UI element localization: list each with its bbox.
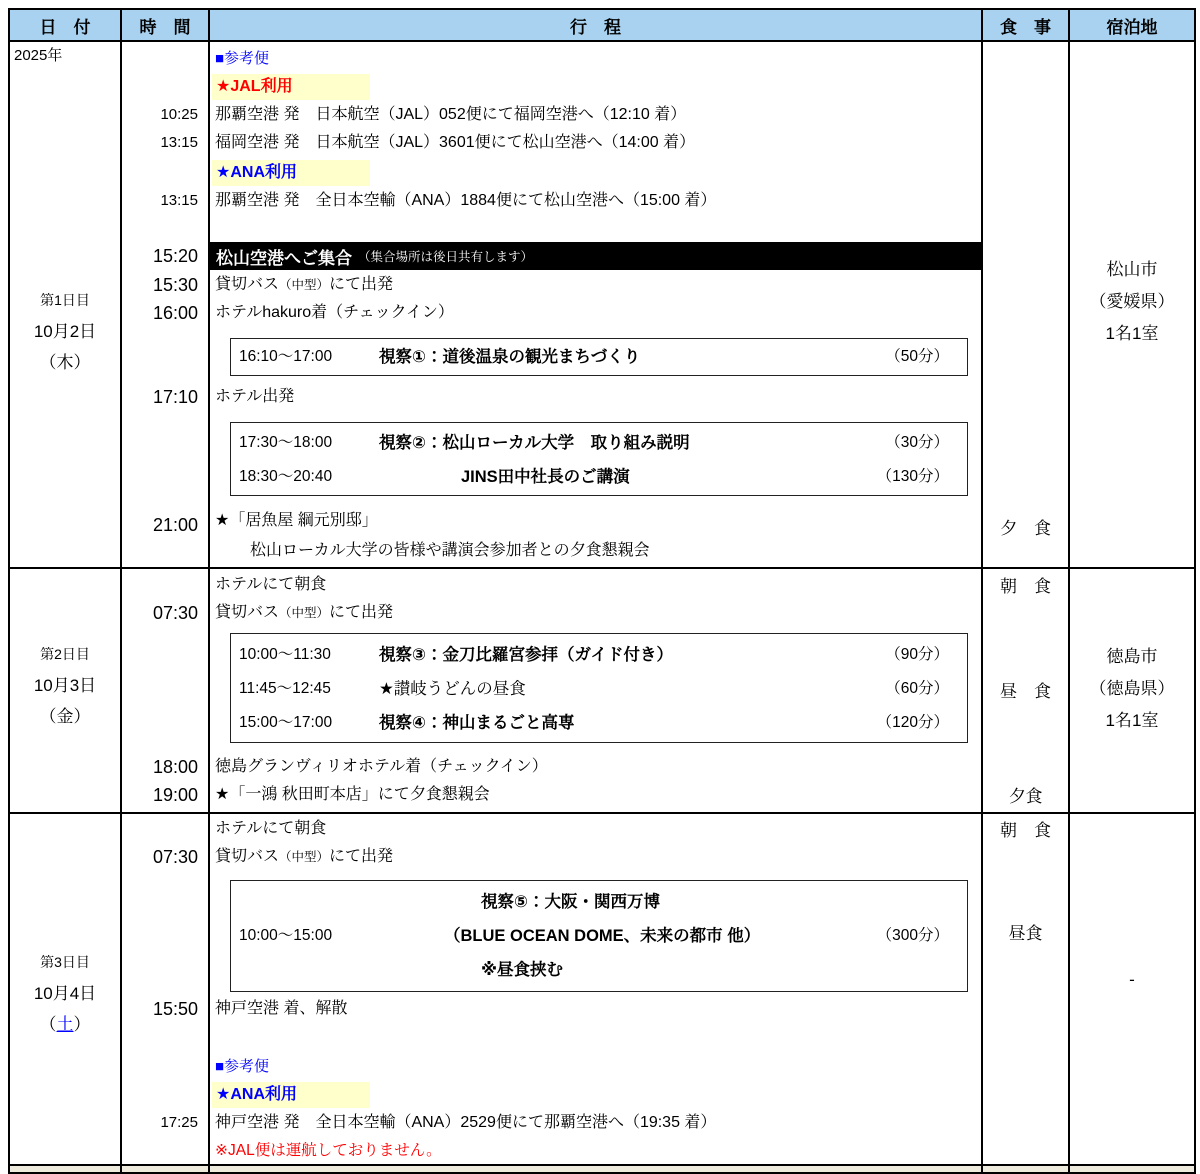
day2-date-cell <box>10 569 122 812</box>
day2-itinerary-cell <box>210 569 983 812</box>
day2-hotel-checkin-line: 徳島グランヴィリオホテル着（チェックイン） <box>215 758 548 775</box>
visit3-duration: （90分） <box>885 646 949 663</box>
meeting-banner-note: （集合場所は後日共有します） <box>358 250 534 264</box>
udon-lunch-title: ★讃岐うどんの昼食 <box>379 680 526 698</box>
day2-breakfast-line: ホテルにて朝食 <box>215 576 327 593</box>
day2-row <box>10 567 1194 812</box>
visit2-box <box>230 422 968 496</box>
day3-bus-line <box>215 844 393 870</box>
time-1800: 18:00 <box>152 757 198 777</box>
udon-lunch-time: 11:45～12:45 <box>239 680 331 697</box>
day3-lodging-cell <box>1070 814 1194 1164</box>
visit1-title: 視察①：道後温泉の観光まちづくり <box>379 348 641 366</box>
year-label: 2025年 <box>14 47 63 64</box>
visit4-duration: （120分） <box>876 714 949 731</box>
time-1725: 17:25 <box>160 1114 198 1131</box>
time-1315-ana: 13:15 <box>160 192 198 209</box>
lecture-title: JINS田中社長のご講演 <box>461 468 630 486</box>
bus-text: 貸切バス <box>215 848 280 865</box>
flight-ana-return: 神戸空港 発 全日本空輸（ANA）2529便にて那覇空港へ（19:35 着） <box>215 1114 717 1131</box>
bus-size-note: （中型） <box>279 850 330 864</box>
day1-date-label <box>10 285 120 378</box>
day2-weekday: （金） <box>39 707 91 726</box>
day1-date-text: 10月2日 <box>33 322 97 341</box>
day3-date-text: 10月4日 <box>33 984 97 1003</box>
visit1-duration: （50分） <box>885 348 949 365</box>
weekday-paren-close: ） <box>73 1015 91 1034</box>
day1-day-number: 第1日目 <box>40 292 90 308</box>
day3-weekday <box>10 1009 120 1040</box>
day1-row <box>10 40 1194 567</box>
udon-lunch-duration: （60分） <box>885 680 949 697</box>
visit2-time: 17:30～18:00 <box>239 434 333 451</box>
visit5-time: 10:00～15:00 <box>239 927 333 944</box>
day3-itinerary-cell <box>210 814 983 1164</box>
day2-lunch-label: 昼 食 <box>1000 682 1051 701</box>
bus-text: 貸切バス <box>215 604 280 621</box>
day3-breakfast-line: ホテルにて朝食 <box>215 820 327 837</box>
expo-visit-box <box>230 880 968 992</box>
visit1-time: 16:10～17:00 <box>239 348 333 365</box>
day1-time-cell <box>122 42 210 567</box>
flight-ana1: 那覇空港 発 全日本空輸（ANA）1884便にて松山空港へ（15:00 着） <box>215 192 717 209</box>
visit1-box <box>230 338 968 376</box>
day2-bus-line <box>215 600 393 626</box>
visit3-title: 視察③：金刀比羅宮参拝（ガイド付き） <box>379 646 673 664</box>
day2-lodging-pref: （徳島県） <box>1089 679 1175 698</box>
time-0730-d3: 07:30 <box>152 847 198 867</box>
ana-option-tag: ★ANA利用 <box>212 160 370 186</box>
hotel-checkin-line: ホテルhakuro着（チェックイン） <box>215 304 454 321</box>
weekday-saturday: 土 <box>56 1015 74 1034</box>
reference-flights-label-d3: ■参考便 <box>215 1058 270 1075</box>
day2-lodging-cell <box>1070 569 1194 812</box>
header-itinerary: 行 程 <box>210 10 983 40</box>
ana-option-tag-d3: ★ANA利用 <box>212 1082 370 1108</box>
day1-lodging-label <box>1070 254 1194 350</box>
day2-date-label <box>10 639 120 732</box>
header-date: 日 付 <box>10 10 122 40</box>
day1-dinner-label: 夕 食 <box>1000 519 1051 538</box>
visit3-time: 10:00～11:30 <box>239 646 331 663</box>
bus-departure-line <box>215 272 393 298</box>
day3-lodging-dash: - <box>1129 970 1135 989</box>
header-lodging: 宿泊地 <box>1070 10 1194 40</box>
visit4-title: 視察④：神山まるごと高専 <box>379 714 575 732</box>
day3-date-cell <box>10 814 122 1164</box>
visit5-subtitle: （BLUE OCEAN DOME、未来の都市 他） <box>444 927 761 945</box>
day2-date-text: 10月3日 <box>33 676 97 695</box>
partial-cell <box>1070 1166 1194 1172</box>
time-1900: 19:00 <box>152 785 198 805</box>
jal-not-operating-note: ※JAL便は運航しておりません。 <box>215 1142 442 1159</box>
meeting-banner-title: 松山空港へご集合 <box>216 248 352 268</box>
day3-meal-cell <box>983 814 1070 1164</box>
bus-text-2: にて出発 <box>329 276 394 293</box>
day1-meal-cell <box>983 42 1070 567</box>
visit5-lunch-note: ※昼食挟む <box>481 961 564 979</box>
day3-date-label <box>10 947 120 1040</box>
visit2-duration: （30分） <box>885 434 949 451</box>
lecture-time: 18:30～20:40 <box>239 468 333 485</box>
time-1025: 10:25 <box>160 106 198 123</box>
visit5-duration: （300分） <box>876 927 949 944</box>
time-1315-jal: 13:15 <box>160 134 198 151</box>
weekday-paren-open: （ <box>39 1015 57 1034</box>
day2-visits-box <box>230 633 968 743</box>
visit5-title: 視察⑤：大阪・関西万博 <box>481 893 660 911</box>
day3-lunch-label: 昼食 <box>1008 924 1043 943</box>
visit2-title: 視察②：松山ローカル大学 取り組み説明 <box>379 434 690 452</box>
day2-lodging-label <box>1070 641 1194 737</box>
day3-time-cell <box>122 814 210 1164</box>
bus-text-2: にて出発 <box>329 604 394 621</box>
bus-text-2: にて出発 <box>329 848 394 865</box>
partial-cell <box>983 1166 1070 1172</box>
day1-itinerary-cell <box>210 42 983 567</box>
day1-lodging-city: 松山市 <box>1106 260 1158 279</box>
time-1550: 15:50 <box>152 999 198 1019</box>
day2-lodging-city: 徳島市 <box>1106 647 1158 666</box>
time-1530: 15:30 <box>152 275 198 295</box>
day2-lodging-room: 1名1室 <box>1105 711 1159 730</box>
hotel-depart-line: ホテル出発 <box>215 388 295 405</box>
time-1520: 15:20 <box>152 246 198 266</box>
time-1600: 16:00 <box>152 303 198 323</box>
partial-next-row <box>10 1164 1194 1172</box>
time-2100: 21:00 <box>152 515 198 535</box>
kobe-arrival-line: 神戸空港 着、解散 <box>215 1000 348 1017</box>
day1-lodging-room: 1名1室 <box>1105 324 1159 343</box>
partial-cell <box>122 1166 210 1172</box>
lecture-duration: （130分） <box>876 468 949 485</box>
time-0730-d2: 07:30 <box>152 603 198 623</box>
table-header <box>10 10 1194 40</box>
day1-date-cell <box>10 42 122 567</box>
day2-breakfast-label: 朝 食 <box>1000 577 1051 596</box>
day3-breakfast-label: 朝 食 <box>1000 821 1051 840</box>
day2-meal-cell <box>983 569 1070 812</box>
dinner-detail-line: 松山ローカル大学の皆様や講演会参加者との夕食懇親会 <box>250 542 650 559</box>
jal-option-tag: ★JAL利用 <box>212 74 370 100</box>
visit4-time: 15:00～17:00 <box>239 714 333 731</box>
day1-lodging-pref: （愛媛県） <box>1089 292 1175 311</box>
day3-row <box>10 812 1194 1164</box>
partial-cell <box>10 1166 122 1172</box>
flight-jal2: 福岡空港 発 日本航空（JAL）3601便にて松山空港へ（14:00 着） <box>215 134 696 151</box>
bus-size-note: （中型） <box>279 606 330 620</box>
bus-size-note: （中型） <box>279 278 330 292</box>
day1-lodging-cell <box>1070 42 1194 567</box>
day2-day-number: 第2日目 <box>40 646 90 662</box>
day2-dinner-label: 夕食 <box>1008 787 1043 806</box>
day3-day-number: 第3日目 <box>40 954 90 970</box>
header-time: 時 間 <box>122 10 210 40</box>
meeting-banner <box>210 242 981 270</box>
time-1710: 17:10 <box>152 387 198 407</box>
partial-cell <box>210 1166 983 1172</box>
dinner-venue-line: ★「居魚屋 綱元別邸」 <box>215 512 378 529</box>
day1-weekday: （木） <box>39 353 91 372</box>
day2-dinner-line: ★「一鴻 秋田町本店」にて夕食懇親会 <box>215 786 490 803</box>
bus-text: 貸切バス <box>215 276 280 293</box>
itinerary-table <box>8 8 1196 1174</box>
reference-flights-label: ■参考便 <box>215 50 270 67</box>
flight-jal1: 那覇空港 発 日本航空（JAL）052便にて福岡空港へ（12:10 着） <box>215 106 687 123</box>
day2-time-cell <box>122 569 210 812</box>
header-meal: 食 事 <box>983 10 1070 40</box>
